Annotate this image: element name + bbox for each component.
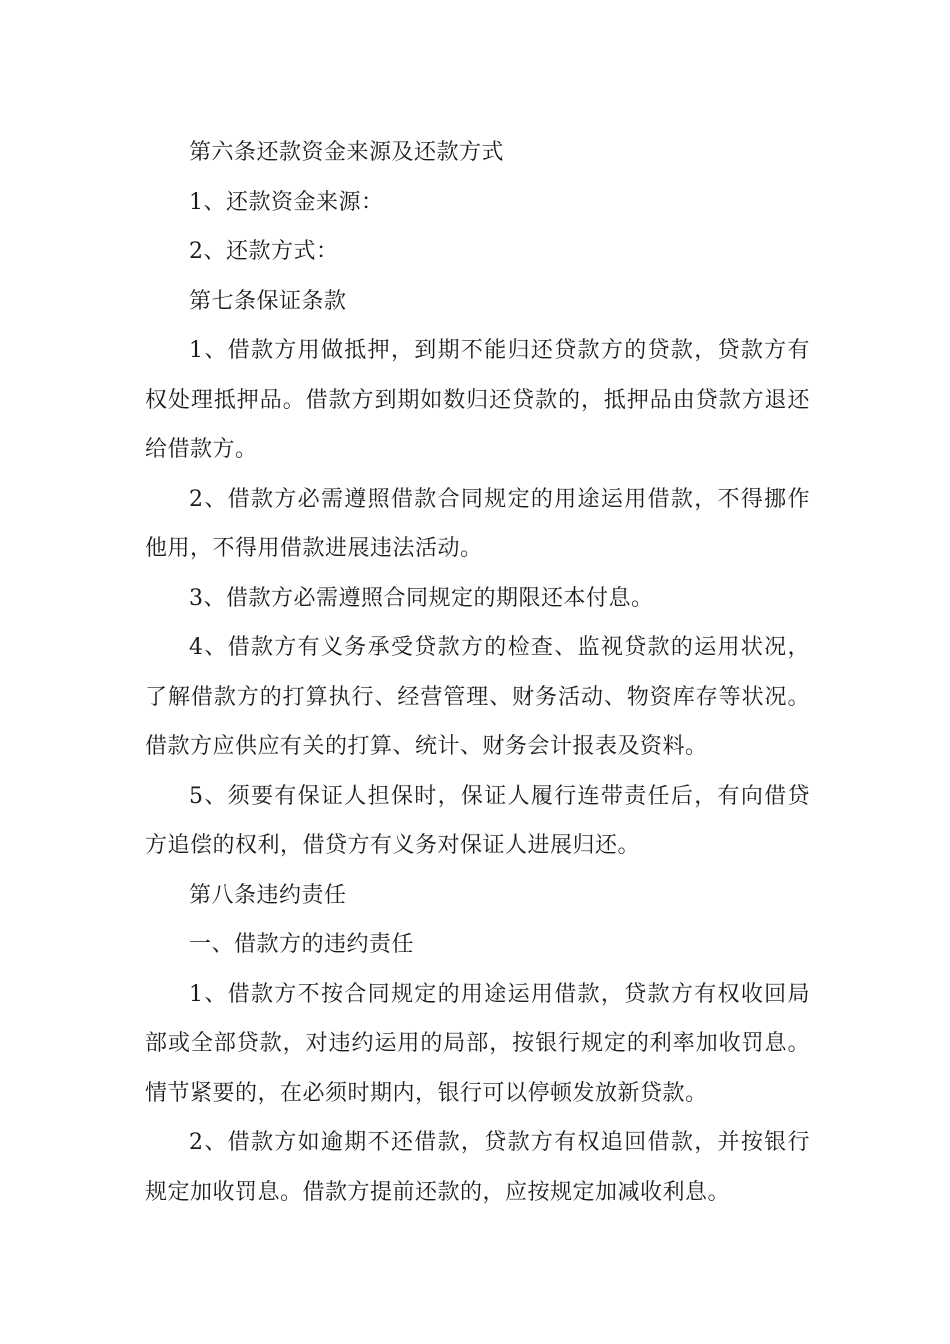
- list-item: 1、借款方用做抵押，到期不能归还贷款方的贷款，贷款方有权处理抵押品。借款方到期如数归还贷款的，抵押品由贷款方退还给借款方。: [145, 338, 810, 462]
- list-item: 4、借款方有义务承受贷款方的检查、监视贷款的运用状况，了解借款方的打算执行、经营管理、财务活动、物资库存等状况。借款方应供应有关的打算、统计、财务会计报表及资料。: [145, 635, 810, 759]
- list-item: 2、还款方式：: [189, 239, 339, 264]
- document-body: [145, 128, 810, 1217]
- section-heading-article-8: 第八条违约责任: [189, 882, 347, 908]
- subsection-heading: 一、借款方的违约责任: [189, 932, 415, 957]
- list-item: 3、借款方必需遵照合同规定的期限还本付息。: [189, 585, 654, 611]
- section-heading-article-7: 第七条保证条款: [189, 288, 347, 314]
- list-item: 5、须要有保证人担保时，保证人履行连带责任后，有向借贷方追偿的权利，借贷方有义务对保证人进展归还。: [145, 783, 810, 858]
- list-item: 2、借款方必需遵照借款合同规定的用途运用借款，不得挪作他用，不得用借款进展违法活动。: [145, 486, 810, 561]
- list-item: 1、还款资金来源：: [189, 189, 384, 215]
- list-item: 1、借款方不按合同规定的用途运用借款，贷款方有权收回局部或全部贷款，对违约运用的局部，按银行规定的利率加收罚息。情节紧要的，在必须时期内，银行可以停顿发放新贷款。: [145, 981, 810, 1106]
- list-item: 2、借款方如逾期不还借款，贷款方有权追回借款，并按银行规定加收罚息。借款方提前还款的，应按规定加减收利息。: [145, 1130, 810, 1205]
- section-heading-article-6: 第六条还款资金来源及还款方式: [189, 140, 505, 165]
